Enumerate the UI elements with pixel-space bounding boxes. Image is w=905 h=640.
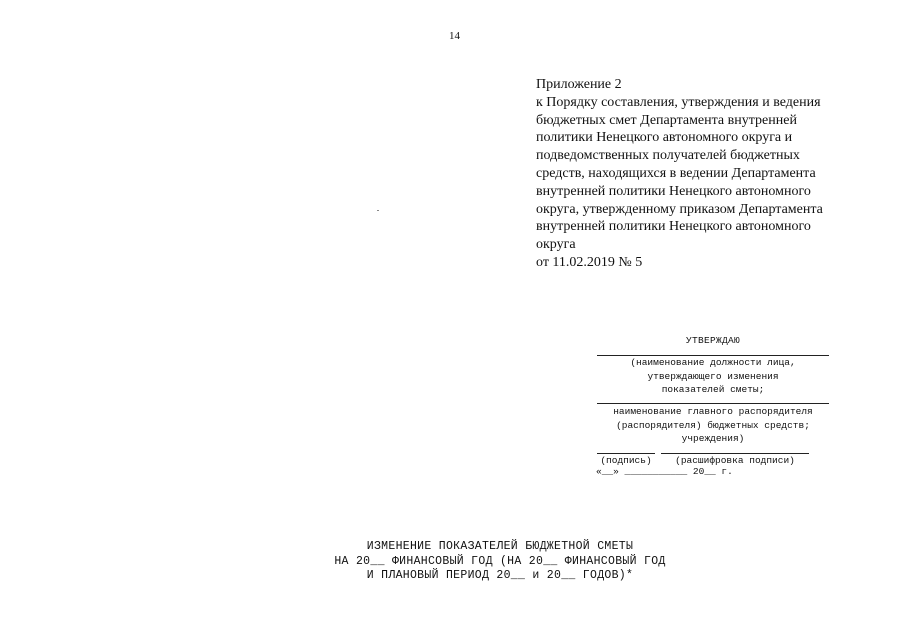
document-title [250, 540, 750, 584]
caption-line: (распорядителя) бюджетных средств; [616, 419, 810, 431]
title-line: НА 20__ ФИНАНСОВЫЙ ГОД (НА 20__ ФИНАНСОВЫЙ ГОД [334, 554, 666, 568]
annex-line: средств, находящихся в ведении Департамента [536, 165, 816, 181]
caption-line: наименование главного распорядителя [613, 406, 813, 417]
caption-line: (наименование должности лица, [630, 357, 796, 368]
manager-caption [590, 405, 836, 446]
signature-caption: (подпись) [600, 455, 652, 466]
decoding-caption: (расшифровка подписи) [675, 455, 795, 466]
caption-line: показателей сметы; [661, 384, 765, 395]
position-caption [597, 356, 829, 397]
page-number: 14 [449, 30, 460, 42]
annex-header [536, 76, 866, 272]
annex-line: внутренней политики Ненецкого автономного [536, 219, 811, 235]
annex-line: округа [536, 237, 576, 253]
annex-line: подведомственных получателей бюджетных [536, 148, 800, 164]
annex-title: Приложение 2 [536, 77, 622, 92]
scan-speck [377, 210, 379, 211]
annex-line: округа, утвержденному приказом Департамента [536, 201, 823, 217]
caption-line: утверждающего изменения [647, 370, 779, 382]
approval-title: УТВЕРЖДАЮ [686, 335, 741, 346]
approval-date-line: «__» ___________ 20__ г. [596, 466, 733, 477]
manager-signature-line [597, 403, 829, 404]
title-line: ИЗМЕНЕНИЕ ПОКАЗАТЕЛЕЙ БЮДЖЕТНОЙ СМЕТЫ [366, 540, 634, 553]
annex-order-date: от 11.02.2019 № 5 [536, 254, 643, 270]
annex-line: бюджетных смет Департамента внутренней [536, 112, 797, 128]
title-line: И ПЛАНОВЫЙ ПЕРИОД 20__ и 20__ ГОДОВ)* [366, 569, 634, 582]
annex-line: к Порядку составления, утверждения и ведения [536, 94, 821, 110]
caption-line: учреждения) [681, 433, 745, 444]
annex-line: политики Ненецкого автономного округа и [536, 130, 793, 146]
annex-line: внутренней политики Ненецкого автономного [536, 183, 811, 199]
